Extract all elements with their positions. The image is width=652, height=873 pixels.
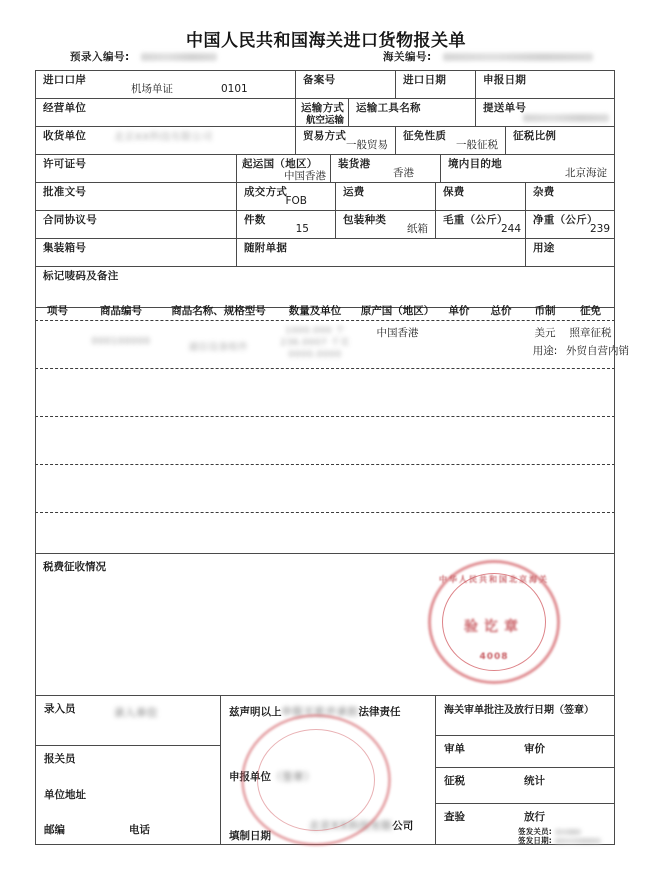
transport-mode-value: 航空运输: [305, 115, 344, 126]
trade-mode-value: 一般贸易: [346, 139, 388, 151]
trade-term-cell: [237, 183, 336, 210]
misc-fee-cell: [526, 183, 614, 210]
license-number-label: 许可证号: [43, 158, 87, 170]
items-table-header: [35, 300, 615, 320]
column-header-total-price: 总价: [490, 305, 512, 317]
form-row-license: [36, 155, 614, 183]
insurance-label: 保费: [443, 186, 465, 198]
customs-stamp: [428, 560, 560, 684]
trade-mode-label: 贸易方式: [303, 130, 347, 142]
usage-label: 用途: [533, 242, 555, 254]
customs-number-value: [443, 53, 593, 61]
customs-number-label: 海关编号:: [383, 51, 432, 63]
form-row-operator: [36, 99, 614, 127]
levy-nature-label: 征免性质: [403, 130, 447, 142]
trade-mode-cell: [296, 127, 396, 154]
packages-value: 15: [295, 223, 309, 235]
issuer-label: 签发关员:: [518, 827, 552, 836]
trade-term-label: 成交方式: [244, 186, 288, 198]
operator-unit-label: 经营单位: [43, 102, 87, 114]
entry-unit-label: 录入单位: [114, 707, 158, 719]
declare-company-suffix: 公司: [392, 820, 414, 832]
footer-declaration-column: [221, 696, 436, 844]
cell-quantity: 1000.000 个 236.0007 千克 0000.0000: [280, 326, 350, 360]
declarant-label: 报关员: [44, 753, 76, 765]
column-header-goods-code: 商品编号: [100, 305, 142, 317]
consignee-unit-label: 收货单位: [43, 130, 87, 142]
levy-nature-cell: [396, 127, 506, 154]
freight-cell: [336, 183, 436, 210]
cell-goods-name: 通信设备组件: [188, 342, 249, 353]
inspection-release-block: [436, 804, 614, 844]
tax-collection-section: [35, 553, 615, 695]
misc-fee-label: 杂费: [533, 186, 555, 198]
contract-number-cell: [36, 211, 237, 238]
levy-statistics-block: [436, 768, 614, 804]
levy-tax-label: 征税: [444, 775, 465, 787]
import-port-label: 进口口岸: [43, 74, 87, 86]
bill-number-value: [523, 114, 609, 122]
stamp-bottom-text: 4008: [479, 652, 509, 662]
net-weight-cell: [526, 211, 614, 238]
fill-date-label: 填制日期: [229, 830, 271, 842]
pre-entry-number: [70, 49, 217, 65]
cell-currency: 美元 用途:: [524, 325, 566, 368]
import-date-label: 进口日期: [403, 74, 447, 86]
company-seal-stamp: [241, 714, 391, 846]
package-type-label: 包装种类: [343, 214, 387, 226]
transport-mode-cell: [296, 99, 349, 126]
stamp-outer-text: 中华人民共和国北京海关: [439, 575, 549, 584]
release-label: 放行: [524, 811, 545, 823]
import-port-cell: [36, 71, 296, 98]
license-number-cell: [36, 155, 237, 182]
review-label: 审单: [444, 743, 465, 755]
customs-review-title-block: [436, 696, 614, 736]
page-title: 中国人民共和国海关进口货物报关单: [186, 31, 466, 51]
cell-item-no: [35, 325, 80, 368]
column-header-goods-name: 商品名称、规格型号: [171, 305, 266, 317]
table-row: [35, 321, 629, 368]
declare-date-label: 申报日期: [483, 74, 527, 86]
footer-table: [35, 695, 615, 845]
empty-item-row-2: [35, 417, 615, 464]
form-row-port: [36, 71, 614, 99]
package-type-value: 纸箱: [407, 223, 428, 235]
attached-docs-label: 随附单据: [244, 242, 288, 254]
levy-ratio-label: 征税比例: [513, 130, 557, 142]
issue-date-label: 签发日期:: [518, 836, 552, 845]
levy-note-value: 外贸自营内销: [566, 345, 629, 357]
destination-value: 北京海淀: [565, 167, 607, 179]
appraise-label: 审价: [524, 743, 545, 755]
loading-port-value: 香港: [393, 167, 414, 179]
declare-date-cell: [476, 71, 614, 98]
cell-unit-price: [440, 325, 478, 368]
column-header-levy: 征免: [580, 305, 601, 317]
destination-label: 境内目的地: [448, 158, 502, 170]
freight-label: 运费: [343, 186, 365, 198]
declaration-text-blurred: 申报无讹并承担: [281, 706, 359, 718]
empty-item-row-3: [35, 465, 615, 512]
trade-term-value: FOB: [285, 195, 307, 207]
container-number-label: 集装箱号: [43, 242, 87, 254]
phone-label: 电话: [129, 824, 150, 836]
unit-address-label: 单位地址: [44, 789, 86, 801]
customs-review-label: 海关审单批注及放行日期（签章）: [444, 705, 594, 716]
issue-date-value: [555, 838, 601, 844]
cell-levy: 照章征税 外贸自营内销: [566, 327, 629, 357]
column-header-origin: 原产国（地区）: [360, 305, 435, 317]
loading-port-label: 装货港: [338, 158, 371, 170]
pre-entry-number-value: [141, 53, 217, 61]
inspection-label: 查验: [444, 811, 465, 823]
header-table: [35, 70, 615, 308]
transport-mode-label: 运输方式: [301, 102, 345, 114]
footer-left-column: [36, 696, 221, 844]
customs-number: [383, 49, 593, 65]
packages-cell: [237, 211, 336, 238]
record-number-cell: [296, 71, 396, 98]
entry-clerk-label: 录入员: [44, 703, 76, 715]
pre-entry-number-label: 预录入编号:: [70, 51, 130, 63]
tax-collection-label: 税费征收情况: [43, 561, 106, 573]
empty-item-row-1: [35, 369, 615, 416]
consignee-unit-value: 北京XX科技有限公司: [114, 132, 213, 143]
declarant-block: [36, 746, 220, 844]
contract-number-label: 合同协议号: [43, 214, 97, 226]
declare-company-name: 北京XX科技有限: [309, 820, 393, 832]
import-date-cell: [396, 71, 476, 98]
packages-label: 件数: [244, 214, 266, 226]
insurance-cell: [436, 183, 526, 210]
vehicle-name-cell: [349, 99, 476, 126]
approval-number-label: 批准文号: [43, 186, 87, 198]
review-appraise-block: [436, 736, 614, 768]
import-port-value2: 0101: [221, 83, 248, 95]
marks-remarks-label: 标记唛码及备注: [43, 270, 119, 282]
consignee-unit-cell: [36, 127, 296, 154]
levy-ratio-cell: [506, 127, 614, 154]
column-header-unit-price: 单价: [448, 305, 470, 317]
statistics-label: 统计: [524, 775, 545, 787]
entry-clerk-block: [36, 696, 220, 746]
declare-unit-label: 申报单位: [229, 771, 271, 783]
cell-origin: 中国香港: [376, 327, 419, 339]
origin-country-label: 起运国（地区）: [242, 158, 318, 170]
items-table: [35, 300, 629, 560]
column-header-currency: 币制: [534, 305, 556, 317]
origin-country-value: 中国香港: [284, 170, 326, 182]
cell-total-price: [478, 325, 524, 368]
issue-date-line: [518, 835, 601, 846]
vehicle-name-label: 运输工具名称: [356, 102, 421, 114]
destination-cell: [441, 155, 614, 182]
net-weight-label: 净重（公斤）: [533, 214, 598, 226]
package-type-cell: [336, 211, 436, 238]
cell-goods-code: 000100000: [91, 336, 151, 347]
origin-country-cell: [237, 155, 331, 182]
levy-note-label: 用途:: [532, 345, 558, 357]
gross-weight-label: 毛重（公斤）: [443, 214, 508, 226]
bill-number-label: 提送单号: [483, 102, 527, 114]
gross-weight-value: 244: [500, 223, 521, 235]
declare-unit-note: （签章）: [271, 771, 315, 783]
footer-customs-column: [436, 696, 614, 844]
column-header-quantity: 数量及单位: [288, 305, 342, 317]
form-row-container: [36, 239, 614, 267]
usage-cell: [526, 239, 614, 266]
form-row-approval: [36, 183, 614, 211]
declaration-text-prefix: 兹声明以上: [229, 706, 282, 718]
form-row-contract: [36, 211, 614, 239]
stamp-center-text: 验讫章: [464, 619, 524, 635]
operator-unit-cell: [36, 99, 296, 126]
column-header-item-no: 项号: [47, 305, 68, 317]
record-number-label: 备案号: [303, 74, 336, 86]
net-weight-value: 239: [589, 223, 610, 235]
form-row-consignee: [36, 127, 614, 155]
declaration-text-suffix: 法律责任: [358, 706, 401, 718]
attached-docs-cell: [237, 239, 526, 266]
levy-nature-value: 一般征税: [456, 139, 498, 151]
import-port-value1: 机场单证: [131, 83, 173, 95]
container-number-cell: [36, 239, 237, 266]
bill-number-cell: [476, 99, 614, 126]
postcode-label: 邮编: [44, 824, 65, 836]
loading-port-cell: [331, 155, 441, 182]
gross-weight-cell: [436, 211, 526, 238]
approval-number-cell: [36, 183, 237, 210]
